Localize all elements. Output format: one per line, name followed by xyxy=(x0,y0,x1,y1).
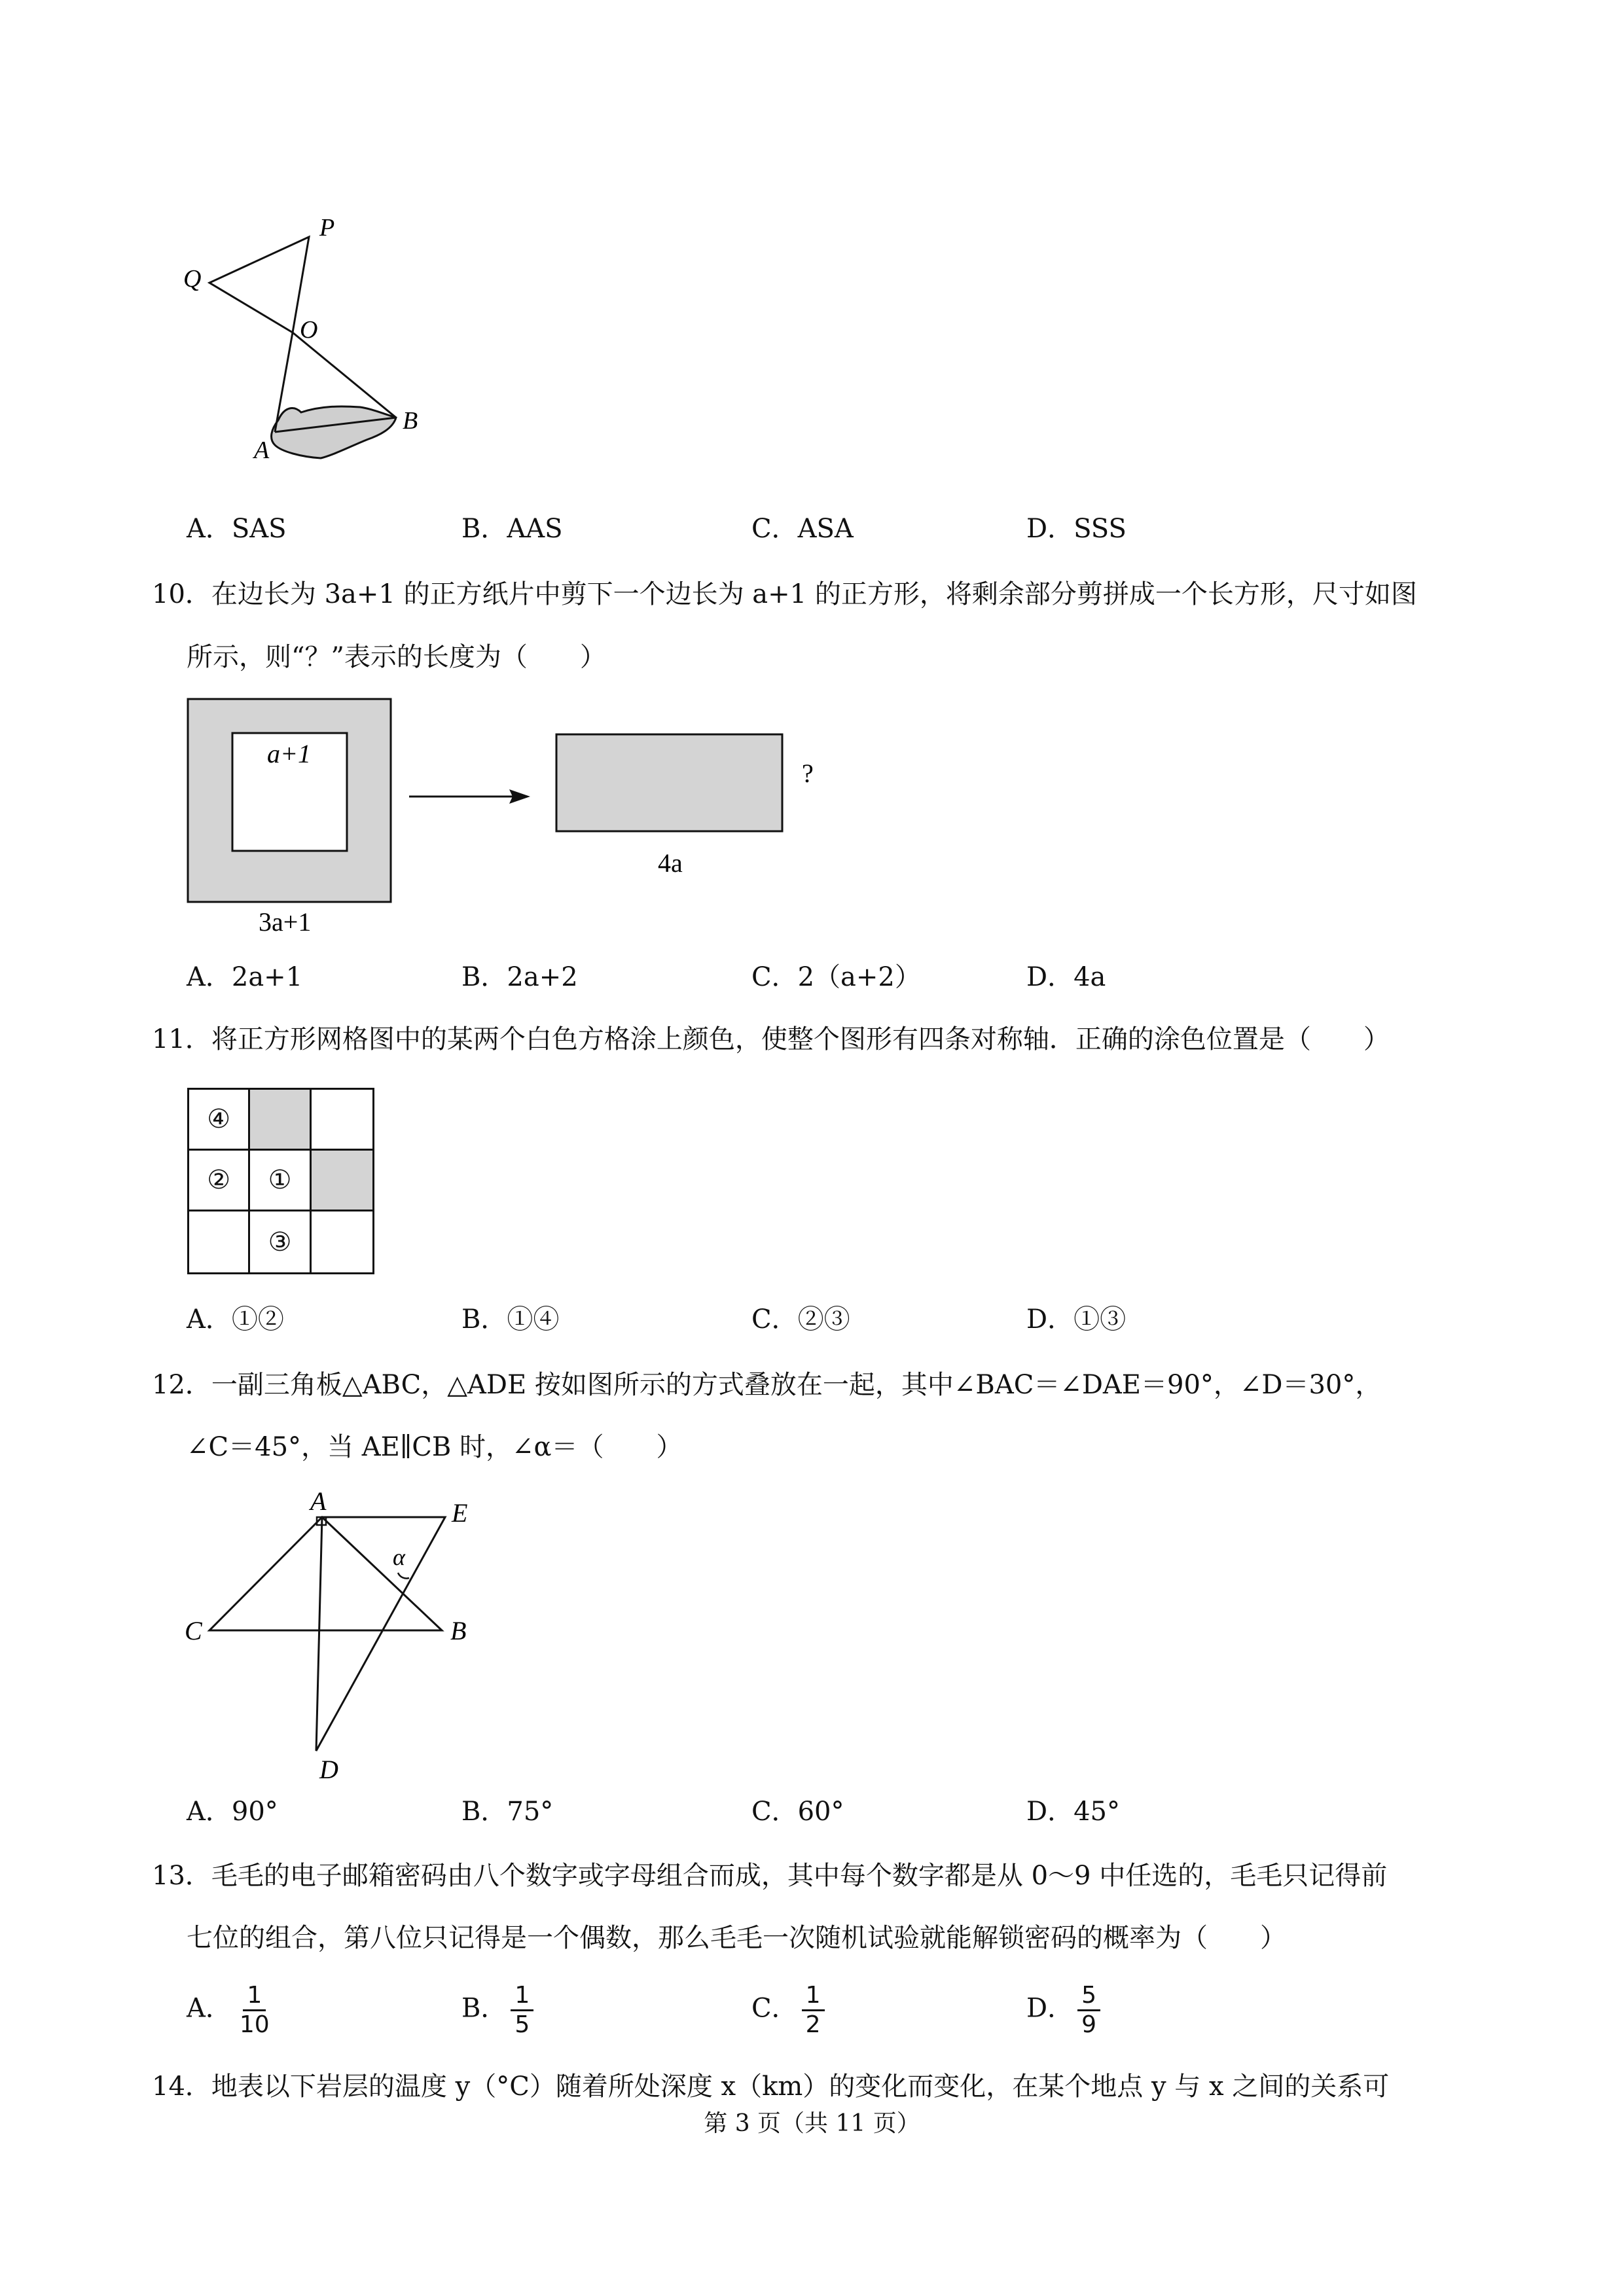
q12-label-b: B xyxy=(450,1616,467,1645)
q12-label-d: D xyxy=(319,1755,338,1784)
q13-option-d xyxy=(1026,1982,1100,2039)
q13-option-letter: B． xyxy=(461,1993,507,2024)
q11-grid-cell-shaded xyxy=(312,1151,372,1211)
q9-blob-shape xyxy=(272,406,396,458)
q11-grid xyxy=(187,1088,374,1274)
q11-option-b: B．①④ xyxy=(461,1304,560,1335)
q9-figure xyxy=(170,209,445,484)
q12-option-a: A．90° xyxy=(187,1797,278,1827)
q11-grid-cell: ④ xyxy=(189,1090,250,1151)
q13-option-letter: A． xyxy=(187,1993,232,2024)
fraction-denominator: 9 xyxy=(1081,2011,1096,2038)
q11-grid-cell xyxy=(312,1211,372,1272)
q10-rect-side-label: ? xyxy=(802,759,814,788)
fraction-denominator: 10 xyxy=(239,2011,270,2038)
q13-option-fraction xyxy=(236,1982,274,2039)
q12-triangle-abc xyxy=(209,1517,442,1630)
q13-option-fraction xyxy=(511,1982,533,2039)
q11-option-a: A．①② xyxy=(187,1304,284,1335)
q11-grid-cell: ③ xyxy=(250,1211,311,1272)
q12-angle-alpha-arc xyxy=(398,1573,409,1579)
q11-grid-cell xyxy=(189,1211,250,1272)
q9-label-a: A xyxy=(254,437,270,464)
q10-option-c: C．2（a+2） xyxy=(751,962,921,992)
q11-option-c: C．②③ xyxy=(751,1304,850,1335)
q12-triangle-ade xyxy=(316,1517,445,1751)
q10-option-b: B．2a+2 xyxy=(461,962,578,992)
q13-option-letter: D． xyxy=(1026,1993,1074,2024)
q13-option-fraction xyxy=(802,1982,825,2039)
q12-figure xyxy=(177,1476,543,1784)
q12-option-b: B．75° xyxy=(461,1797,554,1827)
q10-figure xyxy=(183,694,838,956)
fraction-numerator: 5 xyxy=(1077,1982,1100,2011)
q9-label-p: P xyxy=(319,214,335,242)
q10-text-line1: 10．在边长为 3a+1 的正方纸片中剪下一个边长为 a+1 的正方形，将剩余部分剪拼成一个长方形，尺寸如图 xyxy=(152,579,1417,609)
q9-option-c: C．ASA xyxy=(751,514,854,544)
q12-label-alpha: α xyxy=(393,1544,405,1570)
fraction-denominator: 2 xyxy=(805,2011,821,2038)
q12-label-e: E xyxy=(452,1498,468,1528)
q10-option-a: A．2a+1 xyxy=(187,962,303,992)
q10-result-rectangle xyxy=(556,734,782,831)
fraction-numerator: 1 xyxy=(243,1982,266,2011)
q13-option-a xyxy=(187,1982,274,2039)
q9-segment-ob xyxy=(293,332,396,418)
q12-text-line2: ∠C＝45°，当 AE∥CB 时，∠α＝（ ） xyxy=(187,1432,683,1462)
q14-text-line1: 14．地表以下岩层的温度 y（°C）随着所处深度 x（km）的变化而变化，在某个地点 y 与 x 之间的关系可 xyxy=(152,2072,1390,2102)
q13-text-line1: 13．毛毛的电子邮箱密码由八个数字或字母组合而成，其中每个数字都是从 0～9 中任选的，毛毛只记得前 xyxy=(152,1861,1388,1891)
q11-grid-cell xyxy=(312,1090,372,1151)
q11-option-d: D．①③ xyxy=(1026,1304,1127,1335)
q13-option-b xyxy=(461,1982,533,2039)
q10-option-d: D．4a xyxy=(1026,962,1106,992)
q12-option-d: D．45° xyxy=(1026,1797,1120,1827)
q11-text-line1: 11．将正方形网格图中的某两个白色方格涂上颜色，使整个图形有四条对称轴．正确的涂色位置是（ ） xyxy=(152,1024,1390,1054)
q13-option-fraction xyxy=(1077,1982,1100,2039)
q12-text-line1: 12．一副三角板△ABC，△ADE 按如图所示的方式叠放在一起，其中∠BAC＝∠DAE＝90°，∠D＝30°， xyxy=(152,1370,1382,1400)
q9-triangle-opq xyxy=(209,237,309,332)
q11-grid-cell: ① xyxy=(250,1151,311,1211)
q10-outer-label: 3a+1 xyxy=(259,907,312,937)
q11-grid-cell: ② xyxy=(189,1151,250,1211)
q11-grid-cell-shaded xyxy=(250,1090,311,1151)
q9-option-b: B．AAS xyxy=(461,514,563,544)
q9-option-a: A．SAS xyxy=(187,514,287,544)
q9-label-b: B xyxy=(403,407,418,435)
fraction-numerator: 1 xyxy=(802,1982,825,2011)
fraction-denominator: 5 xyxy=(514,2011,530,2038)
q13-text-line2: 七位的组合，第八位只记得是一个偶数，那么毛毛一次随机试验就能解锁密码的概率为（ ） xyxy=(187,1923,1286,1953)
q10-inner-label: a+1 xyxy=(267,739,311,768)
q12-option-c: C．60° xyxy=(751,1797,844,1827)
q9-label-o: O xyxy=(300,316,318,344)
q10-text-line2: 所示，则“？”表示的长度为（ ） xyxy=(187,642,606,672)
fraction-numerator: 1 xyxy=(511,1982,533,2011)
q13-option-letter: C． xyxy=(751,1993,798,2024)
q10-rect-bottom-label: 4a xyxy=(658,848,683,878)
q9-label-q: Q xyxy=(183,265,202,293)
page-footer: 第 3 页（共 11 页） xyxy=(704,2110,920,2137)
q9-option-d: D．SSS xyxy=(1026,514,1127,544)
q12-label-a: A xyxy=(310,1486,327,1516)
q12-label-c: C xyxy=(185,1616,202,1645)
q13-option-c xyxy=(751,1982,825,2039)
